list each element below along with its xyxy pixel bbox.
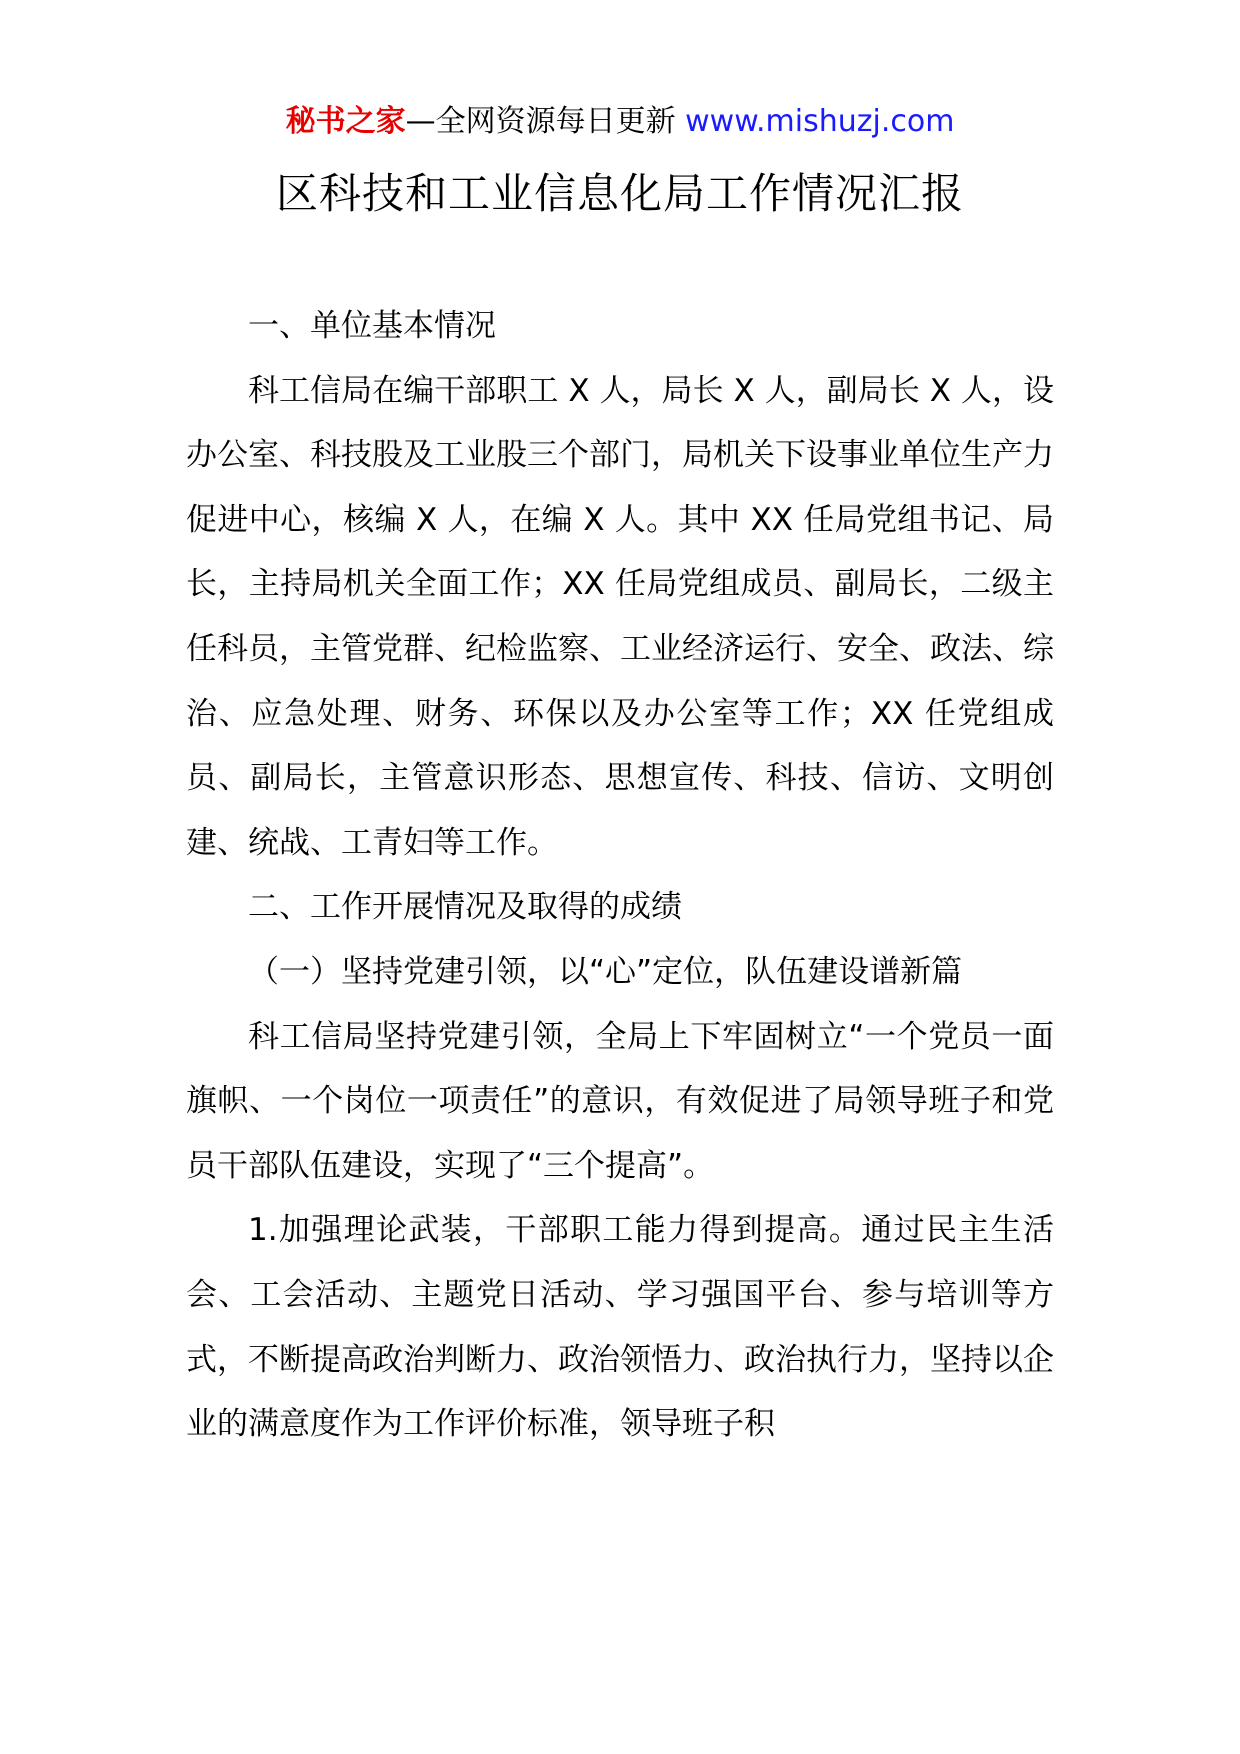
site-url-link[interactable]: www.mishuzj.com: [685, 104, 955, 139]
body-paragraph: 1.加强理论武装，干部职工能力得到提高。通过民主生活会、工会活动、主题党日活动、学习强国平台、参与培训等方式，不断提高政治判断力、政治领悟力、政治执行力，坚持以企业的满意度作为工作评价标准，领导班子积: [186, 1212, 1054, 1443]
body-paragraph: 科工信局坚持党建引领，全局上下牢固树立“一个党员一面旗帜、一个岗位一项责任”的意识，有效促进了局领导班子和党员干部队伍建设，实现了“三个提高”。: [186, 1018, 1054, 1184]
document-title: 区科技和工业信息化局工作情况汇报: [275, 169, 964, 218]
header-slogan: —全网资源每日更新: [405, 104, 686, 139]
body-paragraph: 科工信局在编干部职工 X 人，局长 X 人，副局长 X 人，设办公室、科技股及工业股三个部门，局机关下设事业单位生产力促进中心，核编 X 人，在编 X 人。其中 XX 任局党组书记、局长，主持局机关全面工作；XX 任局党组成员、副局长，二级主任科员，主管党群、纪检监察、工业经济运行、安全、政法、综治、应急处理、财务、环保以及办公室等工作；XX 任党组成员、副局长，主管意识形态、思想宣传、科技、信访、文明创建、统战、工青妇等工作。: [186, 372, 1054, 861]
document-body: [186, 294, 1054, 1457]
section-heading-work-progress: 二、工作开展情况及取得的成绩: [248, 889, 682, 926]
subsection-heading: （一）坚持党建引领，以“心”定位，队伍建设谱新篇: [248, 953, 963, 990]
section-heading-basic-info: 一、单位基本情况: [248, 308, 496, 344]
brand-name: 秘书之家: [285, 104, 406, 139]
site-header: [0, 100, 1240, 144]
